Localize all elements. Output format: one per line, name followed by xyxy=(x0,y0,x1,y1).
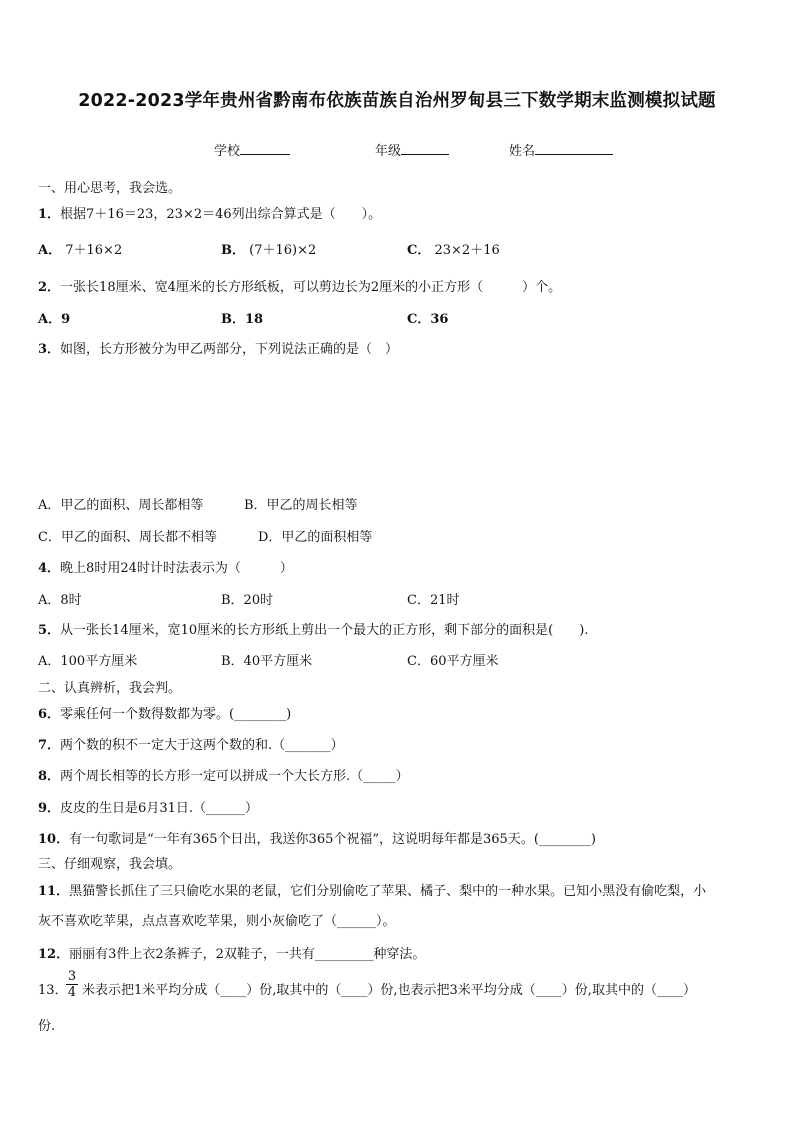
option-text: 7＋16×2 xyxy=(65,243,123,258)
question-8 xyxy=(38,768,409,786)
question-13-number: 13． xyxy=(38,983,68,998)
question-number: 8． xyxy=(38,769,61,784)
question-1 xyxy=(38,206,381,224)
question-number: 5． xyxy=(38,623,61,638)
question-12 xyxy=(38,946,425,964)
question-text: 零乘任何一个数得数都为零。(________) xyxy=(60,707,292,722)
question-number: 11． xyxy=(38,884,70,899)
question-text: 丽丽有3件上衣2条裤子，2双鞋子，一共有_________种穿法。 xyxy=(69,947,426,962)
page-title: 2022-2023学年贵州省黔南布依族苗族自治州罗甸县三下数学期末监测模拟试题 xyxy=(78,91,716,111)
question-text: 两个数的积不一定大于这两个数的和.（_______） xyxy=(60,738,344,753)
question-4 xyxy=(38,560,293,578)
name-blank[interactable] xyxy=(535,142,613,155)
grade-label: 年级 xyxy=(375,144,402,159)
q2-option-c[interactable]: C．36 xyxy=(407,312,449,327)
name-label: 姓名 xyxy=(509,144,536,159)
q3-option-b[interactable]: B．甲乙的周长相等 xyxy=(244,498,358,513)
question-5 xyxy=(38,622,588,640)
option-letter: B． xyxy=(221,243,245,258)
option-text: (7＋16)×2 xyxy=(249,243,317,258)
question-6 xyxy=(38,706,291,724)
fraction-numerator: 3 xyxy=(67,969,77,984)
q3-option-c[interactable]: C．甲乙的面积、周长都不相等 xyxy=(38,530,217,545)
question-text: 有一句歌词是“一年有365个日出，我送你365个祝福”，这说明每年都是365天。(________) xyxy=(69,832,596,847)
school-blank[interactable] xyxy=(240,142,290,155)
question-11-line-2: 灰不喜欢吃苹果，点点喜欢吃苹果，则小灰偷吃了（______）。 xyxy=(38,914,396,929)
question-2 xyxy=(38,279,561,297)
school-label: 学校 xyxy=(214,144,241,159)
q2-option-b[interactable]: B．18 xyxy=(221,312,264,327)
question-7 xyxy=(38,737,344,755)
q3-option-a[interactable]: A．甲乙的面积、周长都相等 xyxy=(38,498,204,513)
question-text: 一张长18厘米、宽4厘米的长方形纸板，可以剪边长为2厘米的小正方形（ ）个。 xyxy=(60,280,562,295)
q5-option-c[interactable]: C．60平方厘米 xyxy=(407,654,499,669)
question-number: 12． xyxy=(38,947,70,962)
section-3-heading: 三、仔细观察，我会填。 xyxy=(38,857,182,872)
question-text: 如图，长方形被分为甲乙两部分，下列说法正确的是（ ） xyxy=(60,342,399,357)
question-text: 晚上8时用24时计时法表示为（ ） xyxy=(60,561,293,576)
grade-blank[interactable] xyxy=(401,142,449,155)
question-text: 根据7＋16＝23，23×2＝46列出综合算式是（ ）。 xyxy=(60,207,382,222)
question-number: 9． xyxy=(38,801,61,816)
q4-option-a[interactable]: A．8时 xyxy=(38,593,82,608)
q1-option-c[interactable] xyxy=(407,242,500,260)
question-13-text: 米表示把1米平均分成（____）份,取其中的（____）份,也表示把3米平均分成（____）份,取其中的（____） xyxy=(82,983,696,998)
q5-option-b[interactable]: B．40平方厘米 xyxy=(221,654,313,669)
school-field[interactable] xyxy=(214,140,290,159)
grade-field[interactable] xyxy=(375,140,449,159)
section-1-heading: 一、用心思考，我会选。 xyxy=(38,181,182,196)
fraction-denominator: 4 xyxy=(67,985,77,1000)
q4-option-c[interactable]: C．21时 xyxy=(407,593,460,608)
question-10 xyxy=(38,831,596,849)
question-text: 两个周长相等的长方形一定可以拼成一个大长方形.（_____） xyxy=(60,769,409,784)
question-number: 10． xyxy=(38,832,70,847)
q1-option-a[interactable] xyxy=(38,242,122,260)
question-number: 2． xyxy=(38,280,61,295)
question-3 xyxy=(38,341,398,359)
q3-option-d[interactable]: D．甲乙的面积相等 xyxy=(258,530,373,545)
q4-option-b[interactable]: B．20时 xyxy=(221,593,274,608)
q3-figure-area xyxy=(60,366,560,484)
question-text: 皮皮的生日是6月31日.（______） xyxy=(60,801,258,816)
q1-option-b[interactable] xyxy=(221,242,316,260)
q5-option-a[interactable]: A．100平方厘米 xyxy=(38,654,138,669)
question-number: 3． xyxy=(38,342,61,357)
question-text: 黑猫警长抓住了三只偷吃水果的老鼠，它们分别偷吃了苹果、橘子、梨中的一种水果。已知小黑没有偷吃梨，小 xyxy=(69,884,707,899)
question-number: 6． xyxy=(38,707,61,722)
question-9 xyxy=(38,800,258,818)
question-13-line-2: 份. xyxy=(38,1019,56,1034)
question-number: 4． xyxy=(38,561,61,576)
option-text: 23×2＋16 xyxy=(434,243,500,258)
question-text: 从一张长14厘米，宽10厘米的长方形纸上剪出一个最大的正方形，剩下部分的面积是( ). xyxy=(60,623,589,638)
option-letter: C． xyxy=(407,243,431,258)
question-11 xyxy=(38,883,706,901)
q2-option-a[interactable]: A．9 xyxy=(38,312,71,327)
fraction-three-quarters xyxy=(66,969,78,1000)
question-number: 7． xyxy=(38,738,61,753)
option-letter: A． xyxy=(38,243,62,258)
name-field[interactable] xyxy=(509,140,613,159)
section-2-heading: 二、认真辨析，我会判。 xyxy=(38,681,182,696)
question-number: 1． xyxy=(38,207,61,222)
